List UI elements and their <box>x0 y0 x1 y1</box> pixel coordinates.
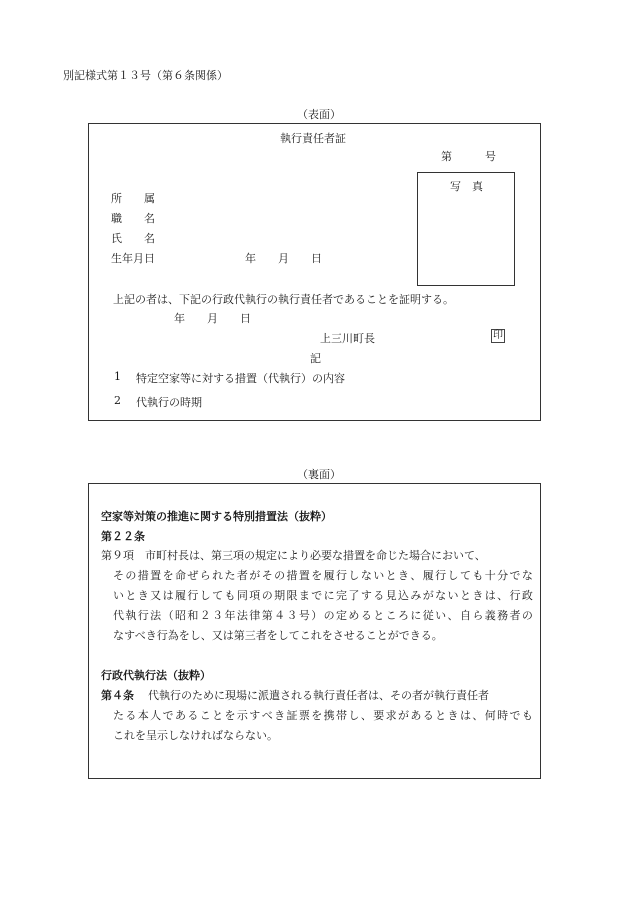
item-2-number: 2 <box>114 394 121 407</box>
photo-label: 写 真 <box>450 180 483 193</box>
law2-article: 第４条 <box>101 689 134 702</box>
law1-article: 第２２条 <box>101 530 145 543</box>
issue-date: 年 月 日 <box>174 312 251 325</box>
law1-line-4: 代 執 行 法 （ 昭 和 ２ ３ 年 法 律 第 ４ ３ 号 ） の 定 め る と こ ろ に 従 い 、 自 ら 義 務 者 の <box>113 609 533 622</box>
law2-line-2: た る 本 人 で あ る こ と を 示 す べ き 証 票 を 携 帯 し 、 要 求 が あ る と き は 、 何 時 で も <box>113 709 533 722</box>
number-label: 第 号 <box>441 150 496 163</box>
field-affiliation: 所 属 <box>111 192 155 205</box>
law2-title: 行政代執行法（抜粋） <box>101 669 211 682</box>
issuer: 上三川町長 <box>320 332 375 345</box>
back-side-label: （裏面） <box>297 468 341 481</box>
law1-line-1: 第９項 市町村長は、第三項の規定により必要な措置を命じた場合において、 <box>101 549 486 562</box>
item-1-text: 特定空家等に対する措置（代執行）の内容 <box>136 372 345 385</box>
field-title: 職 名 <box>111 212 155 225</box>
item-2-text: 代執行の時期 <box>136 396 202 409</box>
law1-line-5: なすべき行為をし、又は第三者をしてこれをさせることができる。 <box>113 629 443 642</box>
certify-text: 上記の者は、下記の行政代執行の執行責任者であることを証明する。 <box>113 293 454 306</box>
field-birthdate: 生年月日 <box>111 252 155 265</box>
front-side-label: （表面） <box>297 108 341 121</box>
law1-line-3: い と き 又 は 履 行 し て も 同 項 の 期 限 ま で に 完 了 す る 見 込 み が な い と き は 、 行 政 <box>113 589 533 602</box>
card-title: 執行責任者証 <box>280 132 346 145</box>
law2-line-3: これを呈示しなければならない。 <box>113 729 278 742</box>
law2-line-1: 代執行のために現場に派遣される執行責任者は、その者が執行責任者 <box>148 689 489 702</box>
item-1-number: 1 <box>114 370 121 383</box>
field-name: 氏 名 <box>111 232 155 245</box>
seal-stamp: 印 <box>493 330 503 341</box>
ki-heading: 記 <box>310 352 321 365</box>
law1-line-2: そ の 措 置 を 命 ぜ ら れ た 者 が そ の 措 置 を 履 行 し な い と き 、 履 行 し て も 十 分 で な <box>113 569 533 582</box>
birth-date-value: 年 月 日 <box>245 252 322 265</box>
form-title: 別記様式第１３号（第６条関係） <box>63 69 228 82</box>
law1-title: 空家等対策の推進に関する特別措置法（抜粋） <box>101 510 332 523</box>
